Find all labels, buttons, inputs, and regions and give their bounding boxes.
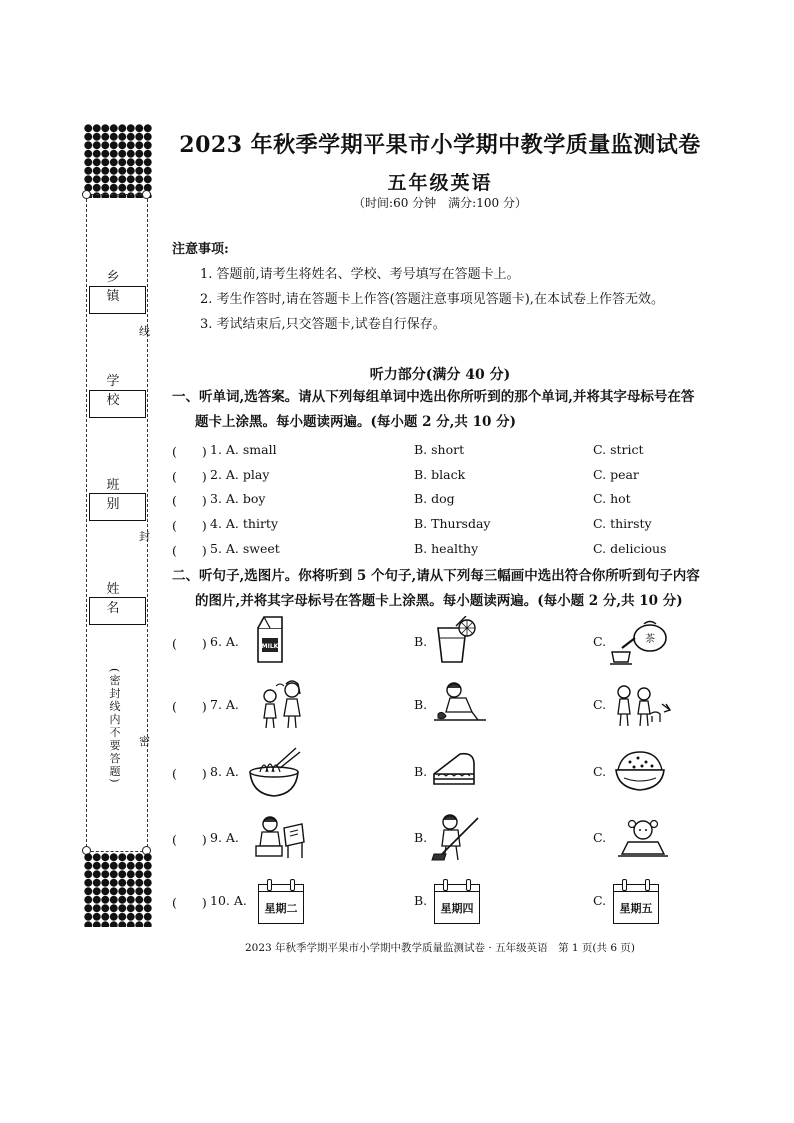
field-label-name: 姓 名 [106,582,128,616]
field-label-class: 班 别 [106,478,128,512]
option-c: C. [593,893,607,908]
option-b: B. [414,764,428,779]
part2-line1: 二、听句子,选图片。你将听到 5 个句子,请从下列每三幅画中选出符合你所听到句子内容 [172,568,700,584]
question-row [172,442,732,462]
option-a: 4. A. thirty [210,516,279,531]
option-c: C. [593,830,607,845]
option-c: C. [593,634,607,649]
teapot-icon [608,618,670,666]
seal-mark-seal: 封 [139,530,150,543]
question-row [172,467,732,487]
picture-question-row [172,614,732,674]
option-c: C. thirsty [593,516,652,531]
option-b: B. short [414,442,465,457]
picture-question-row [172,678,732,738]
option-a: 9. A. [210,830,239,845]
noodle-bowl-icon [246,746,302,798]
answer-blank[interactable]: ( ) [172,766,207,781]
option-b: B. [414,830,428,845]
class-field[interactable] [89,493,146,521]
field-label-school: 学 校 [106,374,128,408]
notice-heading: 注意事项: [172,242,229,257]
answer-blank[interactable]: ( ) [172,493,207,508]
part1-instructions [172,385,694,435]
seal-note: (密封线内不要答题) [108,668,121,785]
question-row [172,491,732,511]
field-label-town: 乡 镇 [106,270,128,304]
seal-mark-line: 线 [139,325,150,338]
time-info: （时间:60 分钟 满分:100 分） [353,196,527,210]
answer-blank[interactable]: ( ) [172,543,207,558]
option-b: B. [414,893,428,908]
option-a: 7. A. [210,697,239,712]
option-a: 5. A. sweet [210,541,280,556]
option-a: 10. A. [210,893,247,908]
answer-blank[interactable]: ( ) [172,469,207,484]
sweeping-boy-icon [430,812,482,866]
tea-label: 茶 [645,634,655,645]
option-c: C. pear [593,467,639,482]
gardening-girl-icon [432,680,488,728]
part1-line2: 题卡上涂黑。每小题读两遍。(每小题 2 分,共 10 分) [195,414,516,430]
school-field[interactable] [89,390,146,418]
name-field[interactable] [89,597,146,625]
option-b: B. [414,697,428,712]
calendar-label: 星期四 [440,902,474,915]
answer-blank[interactable]: ( ) [172,444,207,459]
option-b: B. black [414,467,466,482]
seal-corner [82,190,91,199]
calendar-icon [613,884,659,924]
option-c: C. delicious [593,541,667,556]
child-with-dog-icon [612,682,672,728]
page-footer: 2023 年秋季学期平果市小学期中教学质量监测试卷 · 五年级英语 第 1 页(共 6 页) [245,942,635,954]
girl-writing-icon [616,816,670,862]
option-c: C. [593,764,607,779]
option-c: C. [593,697,607,712]
option-a: 3. A. boy [210,491,266,506]
answer-blank[interactable]: ( ) [172,518,207,533]
picture-question-row [172,814,732,874]
answer-blank[interactable]: ( ) [172,636,207,651]
notice-item: 1. 答题前,请考生将姓名、学校、考号填写在答题卡上。 [200,267,520,282]
option-c: C. hot [593,491,631,506]
binding-dots-top [84,124,152,198]
town-field[interactable] [89,286,146,314]
binding-dots-bottom [84,853,152,927]
option-b: B. healthy [414,541,479,556]
part1-line1: 一、听单词,选答案。请从下列每组单词中选出你所听到的那个单词,并将其字母标号在答 [172,389,695,405]
exam-subtitle: 五年级英语 [387,172,493,194]
option-a: 6. A. [210,634,239,649]
notice-item: 2. 考生作答时,请在答题卡上作答(答题注意事项见答题卡),在本试卷上作答无效。 [200,292,664,307]
milk-carton-icon [252,614,288,664]
talking-people-icon [256,678,306,730]
option-b: B. dog [414,491,455,506]
notice-item: 3. 考试结束后,只交答题卡,试卷自行保存。 [200,317,446,332]
sandwich-icon [430,750,478,790]
answer-blank[interactable]: ( ) [172,699,207,714]
picture-question-row [172,878,732,938]
answer-blank[interactable]: ( ) [172,895,207,910]
milk-label: MILK [261,643,279,650]
exam-title: 2023 年秋季学期平果市小学期中教学质量监测试卷 [179,132,701,158]
option-a: 8. A. [210,764,239,779]
juice-glass-icon [432,616,478,664]
calendar-icon [258,884,304,924]
option-a: 2. A. play [210,467,270,482]
option-c: C. strict [593,442,644,457]
option-b: B. [414,634,428,649]
part2-instructions [172,564,700,614]
rice-bowl-icon [612,748,668,794]
calendar-icon [434,884,480,924]
picture-question-row [172,746,732,806]
part2-line2: 的图片,并将其字母标号在答题卡上涂黑。每小题读两遍。(每小题 2 分,共 10 分) [195,593,683,609]
question-row [172,541,732,561]
option-a: 1. A. small [210,442,277,457]
listening-heading: 听力部分(满分 40 分) [369,367,511,383]
option-b: B. Thursday [414,516,491,531]
answer-blank[interactable]: ( ) [172,832,207,847]
seal-corner [142,190,151,199]
boy-reading-icon [252,814,308,860]
calendar-label: 星期五 [619,902,653,915]
calendar-label: 星期二 [264,902,298,915]
question-row [172,516,732,536]
seal-mark-close: 密 [139,735,150,748]
